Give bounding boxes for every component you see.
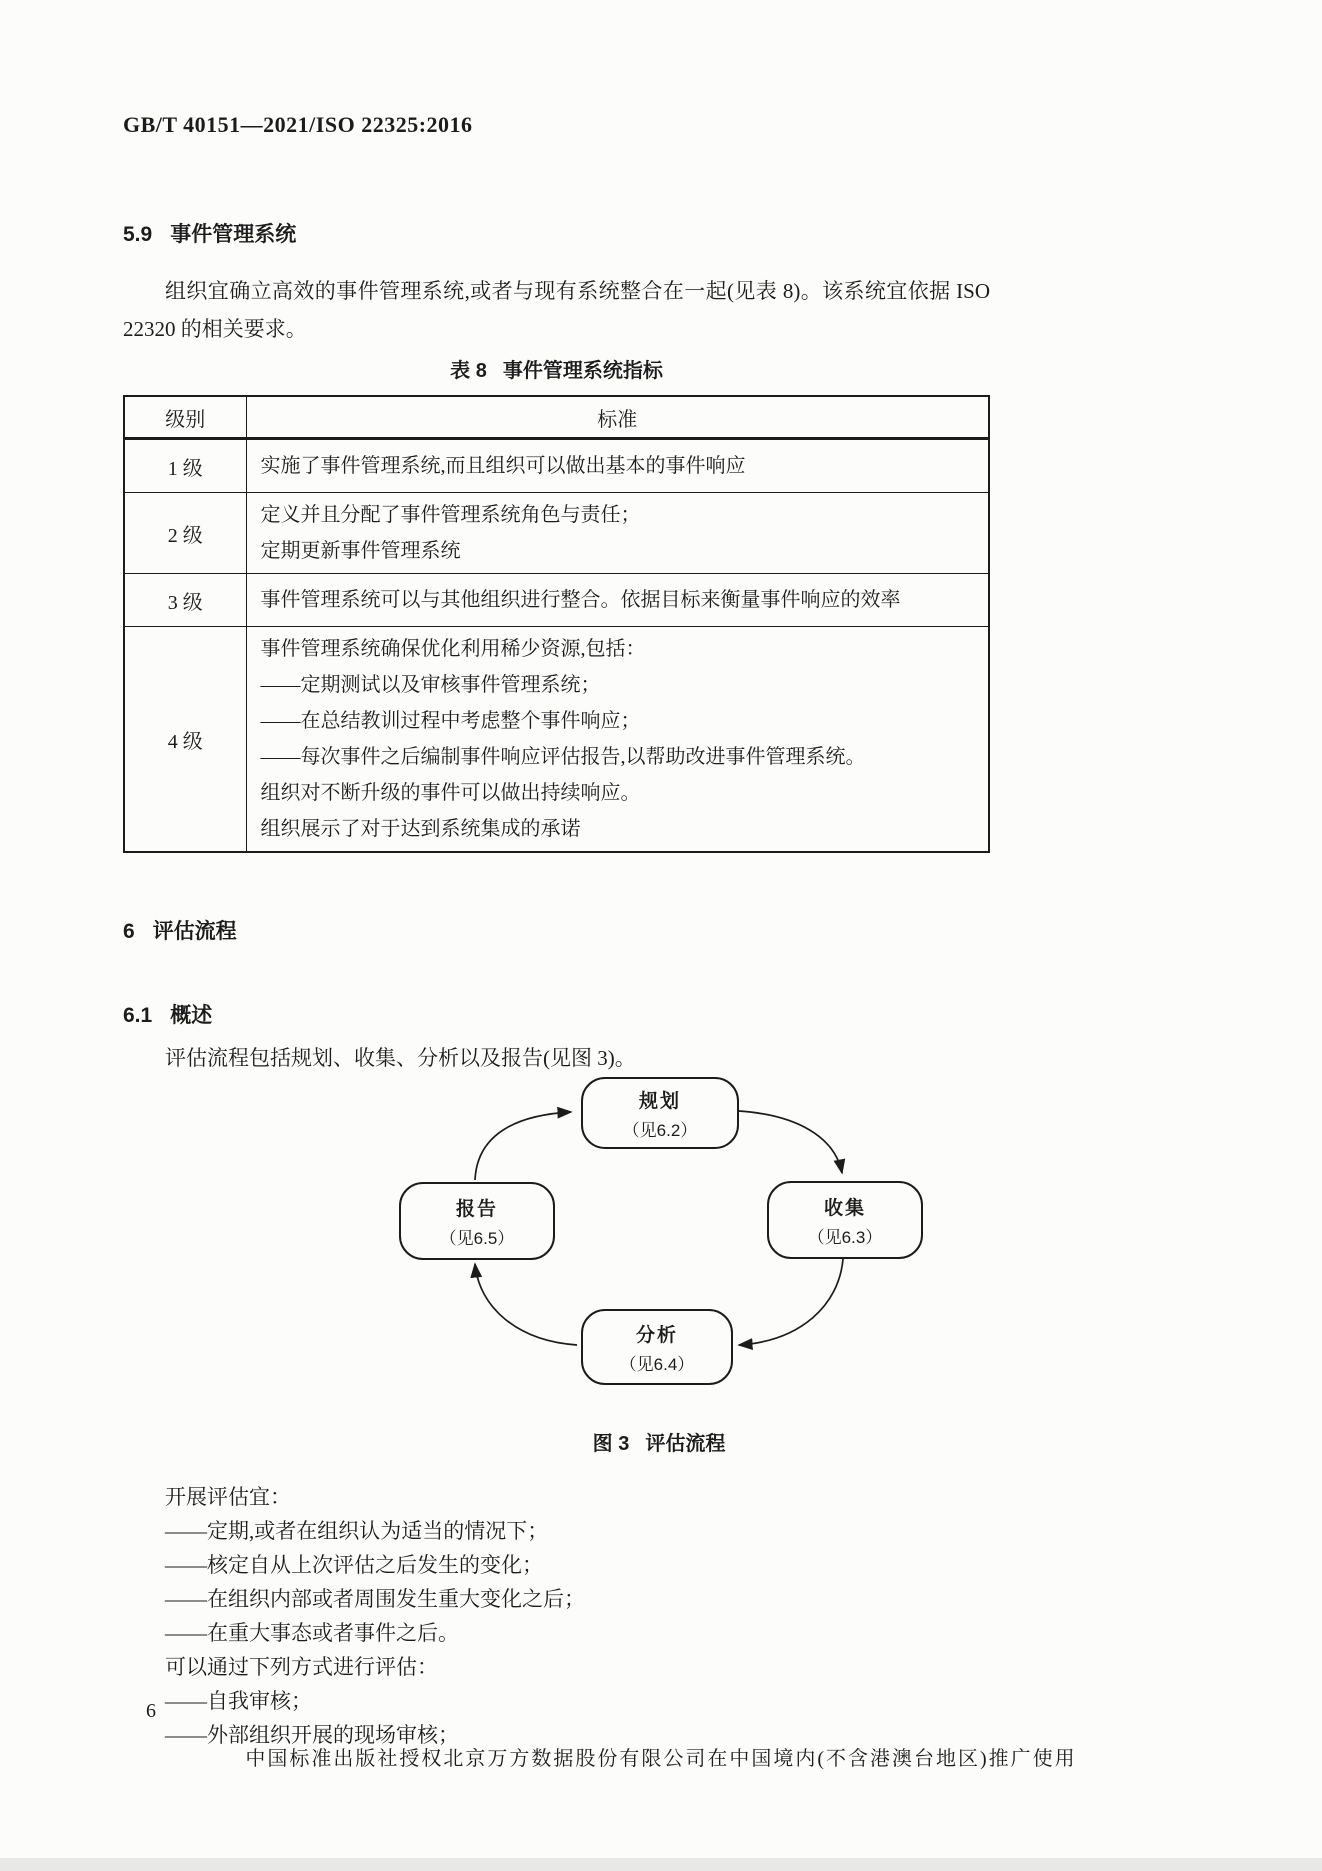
assessment-guidance bbox=[123, 1480, 990, 1752]
figure-3-caption bbox=[399, 1427, 919, 1456]
flow-arrow-plan-to-collect bbox=[739, 1111, 842, 1173]
figure-caption-title: 评估流程 bbox=[645, 1433, 726, 1455]
section-title: 事件管理系统 bbox=[170, 223, 297, 246]
criteria-line: ——每次事件之后编制事件响应评估报告,以帮助改进事件管理系统。 bbox=[260, 746, 866, 768]
table-caption-title: 事件管理系统指标 bbox=[502, 360, 663, 382]
list-item: ——定期,或者在组织认为适当的情况下； bbox=[165, 1519, 549, 1543]
flow-arrow-analyze-to-report bbox=[475, 1264, 577, 1345]
list-item: ——自我审核； bbox=[165, 1689, 312, 1713]
flow-node-analyze bbox=[581, 1309, 733, 1385]
criteria-cell bbox=[246, 439, 989, 493]
flow-node-label: 报告 bbox=[455, 1198, 498, 1220]
criteria-line: 组织展示了对于达到系统集成的承诺 bbox=[260, 818, 581, 840]
section-6-1-paragraph: 评估流程包括规划、收集、分析以及报告(见图 3)。 bbox=[165, 1046, 636, 1070]
level-cell: 2 级 bbox=[124, 493, 246, 574]
criteria-line: 事件管理系统可以与其他组织进行整合。依据目标来衡量事件响应的效率 bbox=[260, 589, 901, 611]
table-header-level: 级别 bbox=[124, 396, 246, 439]
list-item: ——外部组织开展的现场审核； bbox=[165, 1723, 459, 1747]
flow-node-report bbox=[399, 1182, 555, 1260]
lead-line: 开展评估宜： bbox=[165, 1485, 291, 1509]
section-title: 概述 bbox=[170, 1004, 213, 1027]
level-cell: 1 级 bbox=[124, 439, 246, 493]
criteria-line: 组织对不断升级的事件可以做出持续响应。 bbox=[260, 782, 641, 804]
page-number: 6 bbox=[146, 1700, 156, 1722]
table-8-caption bbox=[123, 354, 990, 383]
section-title: 评估流程 bbox=[152, 920, 237, 943]
table-caption-number: 表 8 bbox=[450, 360, 487, 382]
criteria-cell bbox=[246, 627, 989, 853]
flow-node-label: 收集 bbox=[823, 1197, 866, 1219]
table-8 bbox=[123, 395, 990, 853]
table-row bbox=[124, 627, 989, 853]
scan-edge bbox=[0, 1858, 1322, 1871]
flow-node-ref: （见6.5） bbox=[439, 1228, 515, 1248]
flow-node-ref: （见6.4） bbox=[619, 1354, 695, 1374]
level-cell: 4 级 bbox=[124, 627, 246, 853]
criteria-cell bbox=[246, 493, 989, 574]
flow-node-plan bbox=[581, 1077, 739, 1149]
criteria-cell bbox=[246, 574, 989, 627]
criteria-line: 实施了事件管理系统,而且组织可以做出基本的事件响应 bbox=[260, 455, 746, 477]
table-header-criteria: 标准 bbox=[246, 396, 989, 439]
list-item: ——在重大事态或者事件之后。 bbox=[165, 1621, 459, 1645]
criteria-line: ——在总结教训过程中考虑整个事件响应； bbox=[260, 710, 641, 732]
level-cell: 3 级 bbox=[124, 574, 246, 627]
section-6-heading bbox=[123, 915, 990, 945]
list-item: ——核定自从上次评估之后发生的变化； bbox=[165, 1553, 543, 1577]
section-5-9-paragraph: 组织宜确立高效的事件管理系统,或者与现有系统整合在一起(见表 8)。该系统宜依据 ISO 22320 的相关要求。 bbox=[123, 279, 990, 341]
section-5-9-heading bbox=[123, 218, 990, 248]
criteria-line: 事件管理系统确保优化利用稀少资源,包括： bbox=[260, 638, 646, 660]
section-number: 6 bbox=[123, 920, 135, 943]
criteria-line: 定期更新事件管理系统 bbox=[260, 540, 461, 562]
page-content bbox=[123, 0, 990, 1752]
table-row bbox=[124, 439, 989, 493]
table-row bbox=[124, 493, 989, 574]
flow-node-ref: （见6.3） bbox=[807, 1227, 883, 1247]
standard-number-header: GB/T 40151—2021/ISO 22325:2016 bbox=[123, 112, 473, 137]
figure-3-diagram bbox=[399, 1077, 919, 1389]
flow-node-collect bbox=[767, 1181, 923, 1259]
list-item: ——在组织内部或者周围发生重大变化之后； bbox=[165, 1587, 585, 1611]
flow-node-label: 分析 bbox=[635, 1324, 678, 1346]
license-footer: 中国标准出版社授权北京万方数据股份有限公司在中国境内(不含港澳台地区)推广使用 bbox=[245, 1748, 1077, 1770]
flow-node-label: 规划 bbox=[638, 1090, 681, 1112]
section-number: 5.9 bbox=[123, 223, 153, 246]
figure-3 bbox=[399, 1077, 919, 1456]
figure-caption-number: 图 3 bbox=[592, 1433, 630, 1455]
section-number: 6.1 bbox=[123, 1004, 153, 1027]
flow-node-ref: （见6.2） bbox=[622, 1120, 698, 1140]
section-6-1-heading bbox=[123, 999, 990, 1029]
table-row bbox=[124, 574, 989, 627]
lead-line: 可以通过下列方式进行评估： bbox=[165, 1655, 438, 1679]
criteria-line: ——定期测试以及审核事件管理系统； bbox=[260, 674, 601, 696]
flow-arrow-report-to-plan bbox=[475, 1112, 571, 1180]
criteria-line: 定义并且分配了事件管理系统角色与责任； bbox=[260, 504, 641, 526]
table-header-row bbox=[124, 396, 989, 439]
flow-arrow-collect-to-analyze bbox=[739, 1259, 843, 1345]
